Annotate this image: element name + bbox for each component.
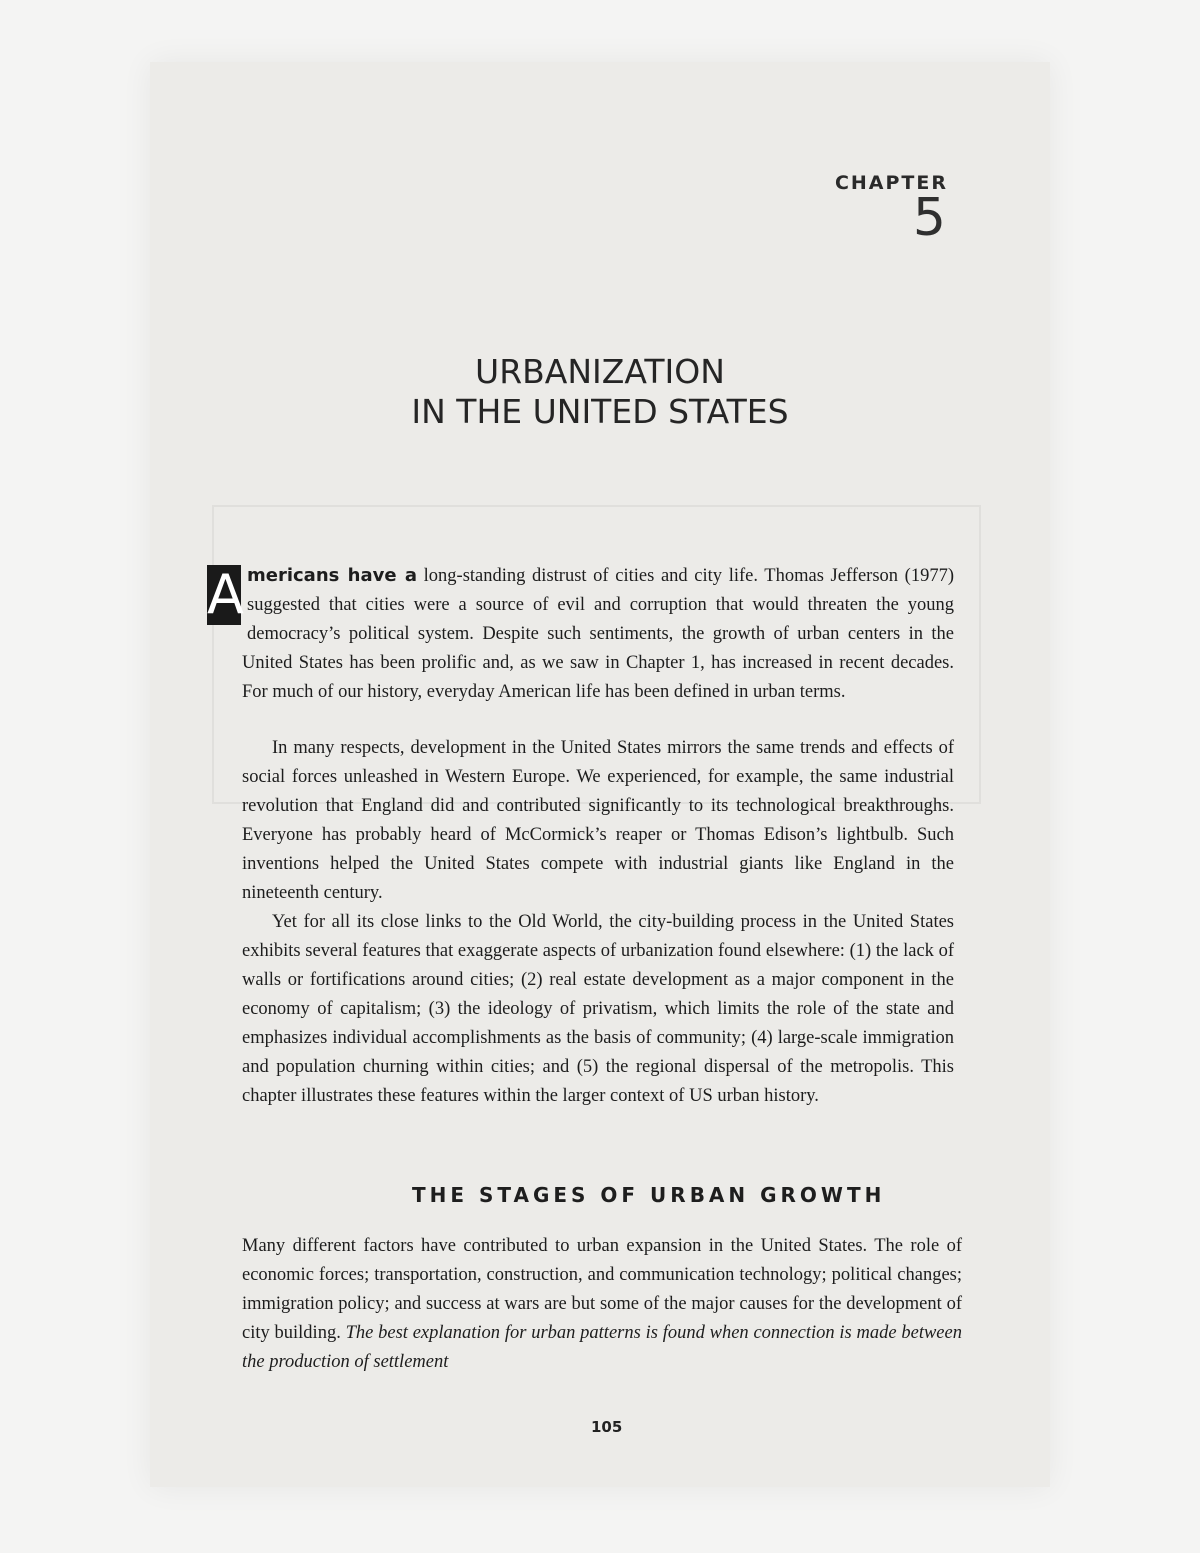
intro-paragraph-1 bbox=[207, 561, 954, 707]
section-paragraph bbox=[242, 1232, 962, 1377]
intro-paragraph-3-text: Yet for all its close links to the Old World, the city-building process in the United States exhibits several features that exaggerate aspects of urbanization found elsewhere: (1) the lack of walls or fortifications around cities; (2) real estate development as a major component in the economy of capitalism; (3) the ideology of privatism, which limits the role of the state and emphasizes individual accomplishments as the basis of community; (4) large-scale immigration and population churning within cities; and (5) the regional dispersal of the metropolis. This chapter illustrates these features within the larger context of US urban history. bbox=[242, 912, 954, 1106]
section-paragraph-text: Many different factors have contributed to urban expansion in the United States. The role of economic forces; transportation, construction, and communication technology; political changes; immigration policy; and success at wars are but some of the major causes for the development of city building. bbox=[242, 1236, 962, 1343]
drop-cap: A bbox=[207, 563, 244, 626]
chapter-title-line-1: URBANIZATION bbox=[475, 352, 725, 391]
intro-paragraph-2-text: In many respects, development in the United States mirrors the same trends and effects of social forces unleashed in Western Europe. We experienced, for example, the same industrial revolution that England did and contributed significantly to its technological breakthroughs. Everyone has probably heard of McCormick’s reaper or Thomas Edison’s lightbulb. Such inventions helped the United States compete with industrial giants like England in the nineteenth century. bbox=[242, 738, 954, 903]
chapter-label: CHAPTER bbox=[834, 172, 948, 194]
section-paragraph-italic: The best explanation for urban patterns is found when connection is made between the production of settlement bbox=[242, 1323, 962, 1372]
lead-in-text: mericans have a bbox=[247, 565, 417, 586]
chapter-title bbox=[300, 352, 900, 432]
chapter-title-line-2: IN THE UNITED STATES bbox=[411, 392, 789, 431]
intro-paragraph-2 bbox=[242, 734, 954, 908]
section-heading: THE STAGES OF URBAN GROWTH bbox=[412, 1183, 886, 1207]
intro-paragraph-1-text: long-standing distrust of cities and city life. Thomas Jefferson (1977) suggested that cities were a source of evil and corruption that would threaten the young democracy’s political system. Despite such sentiments, the growth of urban centers in the United States has been prolific and, as we saw in Chapter 1, has increased in recent decades. For much of our history, everyday American life has been defined in urban terms. bbox=[242, 566, 954, 702]
intro-paragraph-3 bbox=[242, 908, 954, 1111]
page-number: 105 bbox=[591, 1418, 623, 1436]
chapter-number: 5 bbox=[912, 188, 946, 248]
